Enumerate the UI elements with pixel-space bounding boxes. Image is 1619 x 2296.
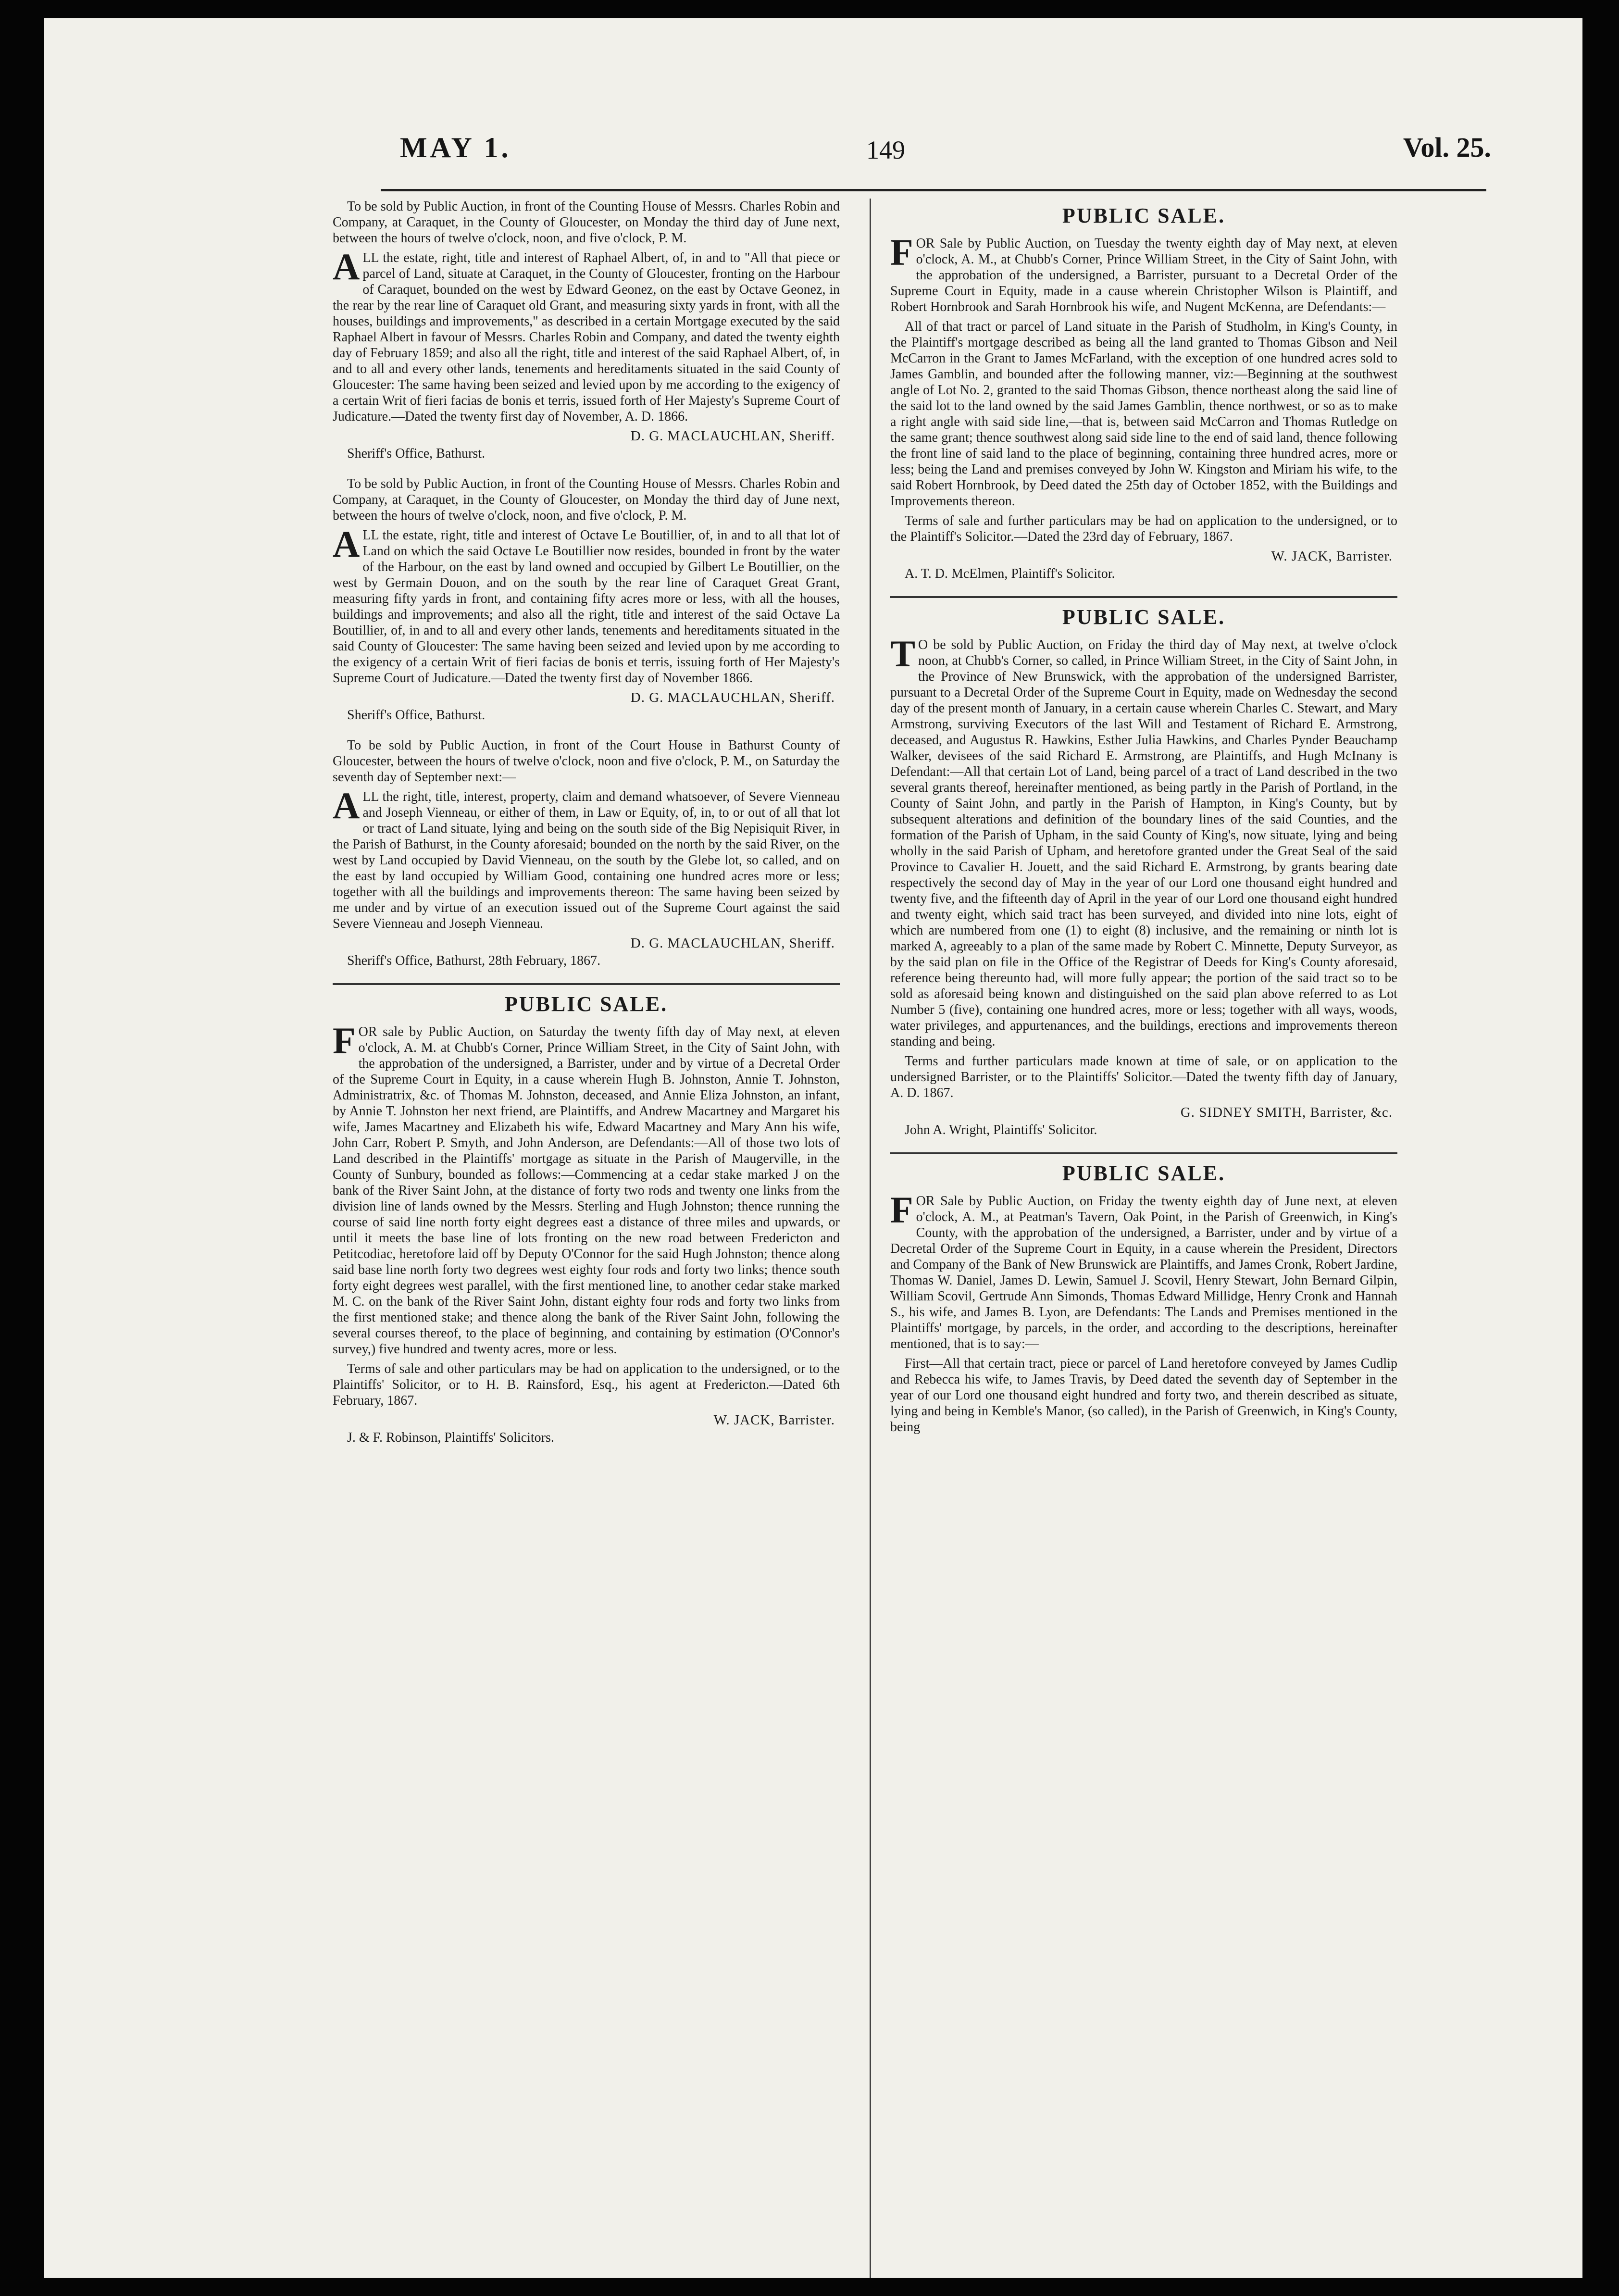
- notice-public-sale-bank: [890, 1161, 1397, 1435]
- right-column: [890, 199, 1397, 1449]
- notice-vienneau: [333, 737, 840, 969]
- notice-body: [890, 633, 1397, 1049]
- drop-cap: A: [333, 523, 360, 565]
- notice-body: [890, 231, 1397, 315]
- solicitor-line: A. T. D. McElmen, Plaintiff's Solicitor.: [905, 566, 1115, 581]
- notice-text: OR sale by Public Auction, on Saturday the twenty fifth day of May next, at eleven o'clock, A. M. at Chubb's Corner, Prince William Street, in the City of Saint John, with the approbation of the undersigned, a Barrister, under and by virtue of a Decretal Order of the Supreme Court in Equity, in a cause wherein Hugh B. Johnston, Annie T. Johnston, Administratrix, &c. of Thomas M. Johnston, deceased, and Annie Eliza Johnston, an infant, by Annie T. Johnston her next friend, are Plaintiffs, and Andrew Macartney and Margaret his wife, James Macartney and Elizabeth his wife, Edward Macartney and Mary Ann his wife, John Carr, Robert P. Smyth, and John Anderson, are Defendants:—All of those two lots of Land described in the Plaintiffs' mortgage as situate in the Parish of Maugerville, in the County of Sunbury, bounded as follows:—Commencing at a cedar stake marked J on the bank of the River Saint John, at the distance of forty two rods and twenty one links from the division line of lands owned by the Messrs. Sterling and Hugh Johnston; thence running the course of said line north forty eight degrees east a distance of three miles and upwards, or until it meets the base line of lots fronting on the new road between Fredericton and Petitcodiac, heretofore laid off by Deputy O'Connor for the said Hugh Johnston; thence along said base line north forty two degrees west eighty four rods and forty two links; thence south forty eight degrees west parallel, with the first mentioned line, to another cedar stake marked M. C. on the bank of the River Saint John, distant eighty four rods and forty two links from the first mentioned stake; and thence along the bank of the River Saint John, following the several courses thereof, to the place of beginning, and containing by estimation (O'Connor's survey,) five hundred and twenty acres, more or less.: [333, 1024, 840, 1357]
- drop-cap: F: [890, 231, 913, 273]
- header-date: MAY 1.: [400, 132, 511, 163]
- notice-albert: [333, 199, 840, 462]
- signer: D. G. MACLAUCHLAN, Sheriff.: [630, 428, 835, 444]
- notice-body: [890, 1189, 1397, 1352]
- newspaper-page: [44, 18, 1582, 2278]
- signer: W. JACK, Barrister.: [1271, 549, 1393, 564]
- notice-public-sale-hornbrook: [890, 203, 1397, 582]
- section-rule: [890, 1152, 1397, 1154]
- notice-public-sale-johnston: [333, 992, 840, 1446]
- drop-cap: F: [890, 1189, 913, 1231]
- notice-body: [333, 785, 840, 932]
- page-header: [352, 131, 1491, 184]
- notice-description: All of that tract or parcel of Land situate in the Parish of Studholm, in King's County, in the Plaintiff's mortgage described as being all the land granted to Thomas Gibson and Neil McCarron in the Grant to James McFarland, with the exception of one hundred acres sold to James Gamblin, and bounded after the following manner, viz:—Beginning at the southwest angle of Lot No. 2, granted to the said Thomas Gibson, thence northeast along the said line of the said lot to the land owned by the said James Gamblin, thence northwest, or so as to make a right angle with said side line,—that is, between said McCarron and Thomas Rutledge on the same grant; thence southwest along said side line to the end of said land, thence following the front line of said land to the place of beginning, containing three hundred acres, more or less; being the Land and premises conveyed by John W. Kingston and Miriam his wife, to the said Robert Hornbrook, by Deed dated the 25th day of October 1852, with the Buildings and Improvements thereon.: [890, 319, 1397, 509]
- notice-title: PUBLIC SALE.: [1062, 605, 1226, 629]
- notice-text: LL the right, title, interest, property, claim and demand whatsoever, of Severe Vienneau and Joseph Vienneau, or either of them, in Law or Equity, of, in, to or out of all that lot or tract of Land situate, lying and being on the south side of the Big Nepisiquit River, in the Parish of Bathurst, in the County aforesaid; bounded on the north by the said River, on the west by Land occupied by David Vienneau, on the south by the Glebe lot, so called, and on the east by land occupied by William Good, containing one hundred acres more or less; together with all the buildings and improvements thereon: The same having been seized by me under and by virtue of an execution issued out of the Supreme Court against the said Severe Vienneau and Joseph Vienneau.: [333, 789, 840, 931]
- section-rule: [333, 983, 840, 985]
- drop-cap: A: [333, 246, 360, 287]
- notice-text: LL the estate, right, title and interest of Raphael Albert, of, in and to "All that piece or parcel of Land, situate at Caraquet, in the County of Gloucester, fronting on the Harbour of Caraquet, bounded on the west by Edward Geonez, on the east by Octave Geonez, in the rear by the rear line of Caraquet old Grant, and measuring sixty yards in front, with all the houses, buildings and improvements," as described in a certain Mortgage executed by the said Raphael Albert in favour of Messrs. Charles Robin and Company, and dated the twenty eighth day of February 1859; and also all the right, title and interest of the said Raphael Albert, of, in and to all and every other lands, tenements and hereditaments situated in the said County of Gloucester: The same having been seized and levied upon by me according to the exigency of a certain Writ of fieri facias de bonis et terris, issued forth of Her Majesty's Supreme Court of Judicature.—Dated the twenty first day of November, A. D. 1866.: [333, 250, 840, 424]
- notice-text: OR Sale by Public Auction, on Tuesday the twenty eighth day of May next, at eleven o'clock, A. M., at Chubb's Corner, Prince William Street, in the City of Saint John, with the approbation of the undersigned, a Barrister, pursuant to a Decretal Order of the Supreme Court in Equity, made in a cause wherein Christopher Wilson is Plaintiff, and Robert Hornbrook and Sarah Hornbrook his wife, and Nugent McKenna, are Defendants:—: [890, 236, 1397, 314]
- drop-cap: A: [333, 785, 360, 826]
- notice-title: PUBLIC SALE.: [1062, 1161, 1226, 1185]
- signer: D. G. MACLAUCHLAN, Sheriff.: [630, 936, 835, 951]
- drop-cap: T: [890, 633, 916, 674]
- section-rule: [890, 596, 1397, 598]
- office-line: Sheriff's Office, Bathurst, 28th February, 1867.: [347, 953, 601, 968]
- notice-terms: Terms of sale and further particulars may be had on application to the undersigned, or to the Plaintiff's Solicitor.—Dated the 23rd day of February, 1867.: [890, 513, 1397, 544]
- notice-body: [333, 523, 840, 686]
- notice-terms: Terms of sale and other particulars may be had on application to the undersigned, or to the Plaintiffs' Solicitor, or to H. B. Rainsford, Esq., his agent at Fredericton.—Dated 6th February, 1867.: [333, 1361, 840, 1408]
- left-column: [333, 199, 840, 1460]
- notice-text: LL the estate, right, title and interest of Octave Le Boutillier, of, in and to all that lot of Land on which the said Octave Le Boutillier now resides, bounded in front by the water of the Harbour, on the east by land owned and occupied by Gilbert Le Boutillier, on the west by Germain Douon, and on the south by the rear line of Caraquet Great Grant, measuring fifty yards in front, and containing fifty acres more or less, with all the houses, buildings and improvements; and also all the right, title and interest of the said Octave La Boutillier, of, in and to all and every other lands, tenements and hereditaments situated in the said County of Gloucester: The same having been seized and levied upon by me according to the exigency of a certain Writ of fieri facias de bonis et terris, issuing forth of Her Majesty's Supreme Court of Judicature.—Dated the twenty first day of November 1866.: [333, 528, 840, 686]
- notice-title: PUBLIC SALE.: [504, 992, 668, 1016]
- column-divider: [870, 199, 871, 2278]
- notice-intro: To be sold by Public Auction, in front of the Court House in Bathurst County of Gloucester, between the hours of twelve o'clock, noon and five o'clock, P. M., on Saturday the seventh day of September next:—: [333, 738, 840, 785]
- header-page-number: 149: [866, 136, 905, 164]
- header-volume: Vol. 25.: [1403, 132, 1491, 163]
- notice-text: O be sold by Public Auction, on Friday the third day of May next, at twelve o'clock noon, at Chubb's Corner, so called, in Prince William Street, in the City of Saint John, in the Province of New Brunswick, with the approbation of the undersigned Barrister, pursuant to a Decretal Order of the Supreme Court in Equity, made on Wednesday the second day of the present month of January, in a certain cause wherein Charles C. Stewart, and Mary Armstrong, surviving Executors of the last Will and Testament of Richard E. Armstrong, deceased, and Augustus R. Hawkins, Esther Julia Hawkins, and Charles Pynder Beauchamp Walker, devisees of the said Richard E. Armstrong, are Plaintiffs, and Hugh McInany is Defendant:—All that certain Lot of Land, being parcel of a tract of Land described in the two several grants thereof, hereinafter mentioned, as being partly in the Parish of Portland, in the County of Saint John, and partly in the Parish of Hampton, in King's County, but by subsequent alterations and definition of the boundary lines of the said Counties, and the formation of the Parish of Upham, in the said County of King's, now situate, lying and being wholly in the said Parish of Upham, and heretofore granted under the Great Seal of the said Province to Cavalier H. Jouett, and the said Richard E. Armstrong, by grants bearing date respectively the second day of May in the year of our Lord one thousand eight hundred and twenty five, and the fifteenth day of April in the year of our Lord one thousand eight hundred and twenty eight, which said tract has been surveyed, and divided into nine lots, eight of which are numbered from one (1) to eight (8) inclusive, and the remaining or ninth lot is marked A, agreeably to a plan of the same made by Robert C. Minnette, Deputy Surveyor, as by the said plan on file in the Office of the Registrar of Deeds for King's County aforesaid, reference being thereunto had, will more fully appear; the portion of the said tract so to be sold as aforesaid being known and distinguished on the said plan above referred to as Lot Number 5 (five), containing one hundred acres, more or less; together with all ways, woods, water privileges, and appurtenances, and the buildings, erections and improvements thereon standing and being.: [890, 637, 1397, 1049]
- notice-first-parcel: First—All that certain tract, piece or parcel of Land heretofore conveyed by James Cudlip and Rebecca his wife, to James Travis, by Deed dated the seventh day of September in the year of our Lord one thousand eight hundred and forty two, and therein described as situate, lying and being in Kemble's Manor, (so called), in the Parish of Greenwich, in King's County, being: [890, 1356, 1397, 1435]
- solicitor-line: John A. Wright, Plaintiffs' Solicitor.: [905, 1123, 1097, 1137]
- signer: D. G. MACLAUCHLAN, Sheriff.: [630, 690, 835, 705]
- notice-title: PUBLIC SALE.: [1062, 204, 1226, 227]
- drop-cap: F: [333, 1020, 356, 1061]
- solicitor-line: J. & F. Robinson, Plaintiffs' Solicitors.: [347, 1430, 554, 1445]
- header-rule: [381, 189, 1486, 191]
- signer: G. SIDNEY SMITH, Barrister, &c.: [1180, 1105, 1393, 1120]
- notice-intro: To be sold by Public Auction, in front of the Counting House of Messrs. Charles Robin and Company, at Caraquet, in the County of Gloucester, on Monday the third day of June next, between the hours of twelve o'clock, noon, and five o'clock, P. M.: [333, 476, 840, 523]
- notice-le-boutillier: [333, 476, 840, 723]
- office-line: Sheriff's Office, Bathurst.: [347, 446, 486, 461]
- notice-terms: Terms and further particulars made known at time of sale, or on application to the undersigned Barrister, or to the Plaintiffs' Solicitor.—Dated the twenty fifth day of January, A. D. 1867.: [890, 1054, 1397, 1100]
- notice-text: OR Sale by Public Auction, on Friday the twenty eighth day of June next, at eleven o'clock, A. M., at Peatman's Tavern, Oak Point, in the Parish of Greenwich, in King's County, with the approbation of the undersigned, a Barrister, under and by virtue of a Decretal Order of the Supreme Court in Equity, in a cause wherein the President, Directors and Company of the Bank of New Brunswick are Plaintiffs, and James Cronk, Robert Jardine, Thomas W. Daniel, James D. Lewin, Samuel J. Scovil, Henry Stewart, John Bernard Gilpin, William Scovil, Gertrude Ann Simonds, Thomas Edward Millidge, Henry Cronk and Hannah S., his wife, and James B. Lyon, are Defendants: The Lands and Premises mentioned in the Plaintiffs' mortgage, by parcels, in the order, and according to the descriptions, hereinafter mentioned, that is to say:—: [890, 1194, 1397, 1351]
- notice-intro: To be sold by Public Auction, in front of the Counting House of Messrs. Charles Robin and Company, at Caraquet, in the County of Gloucester, on Monday the third day of June next, between the hours of twelve o'clock, noon, and five o'clock, P. M.: [333, 199, 840, 246]
- notice-public-sale-armstrong: [890, 605, 1397, 1138]
- notice-body: [333, 246, 840, 424]
- notice-body: [333, 1020, 840, 1357]
- signer: W. JACK, Barrister.: [713, 1412, 835, 1428]
- office-line: Sheriff's Office, Bathurst.: [347, 708, 486, 723]
